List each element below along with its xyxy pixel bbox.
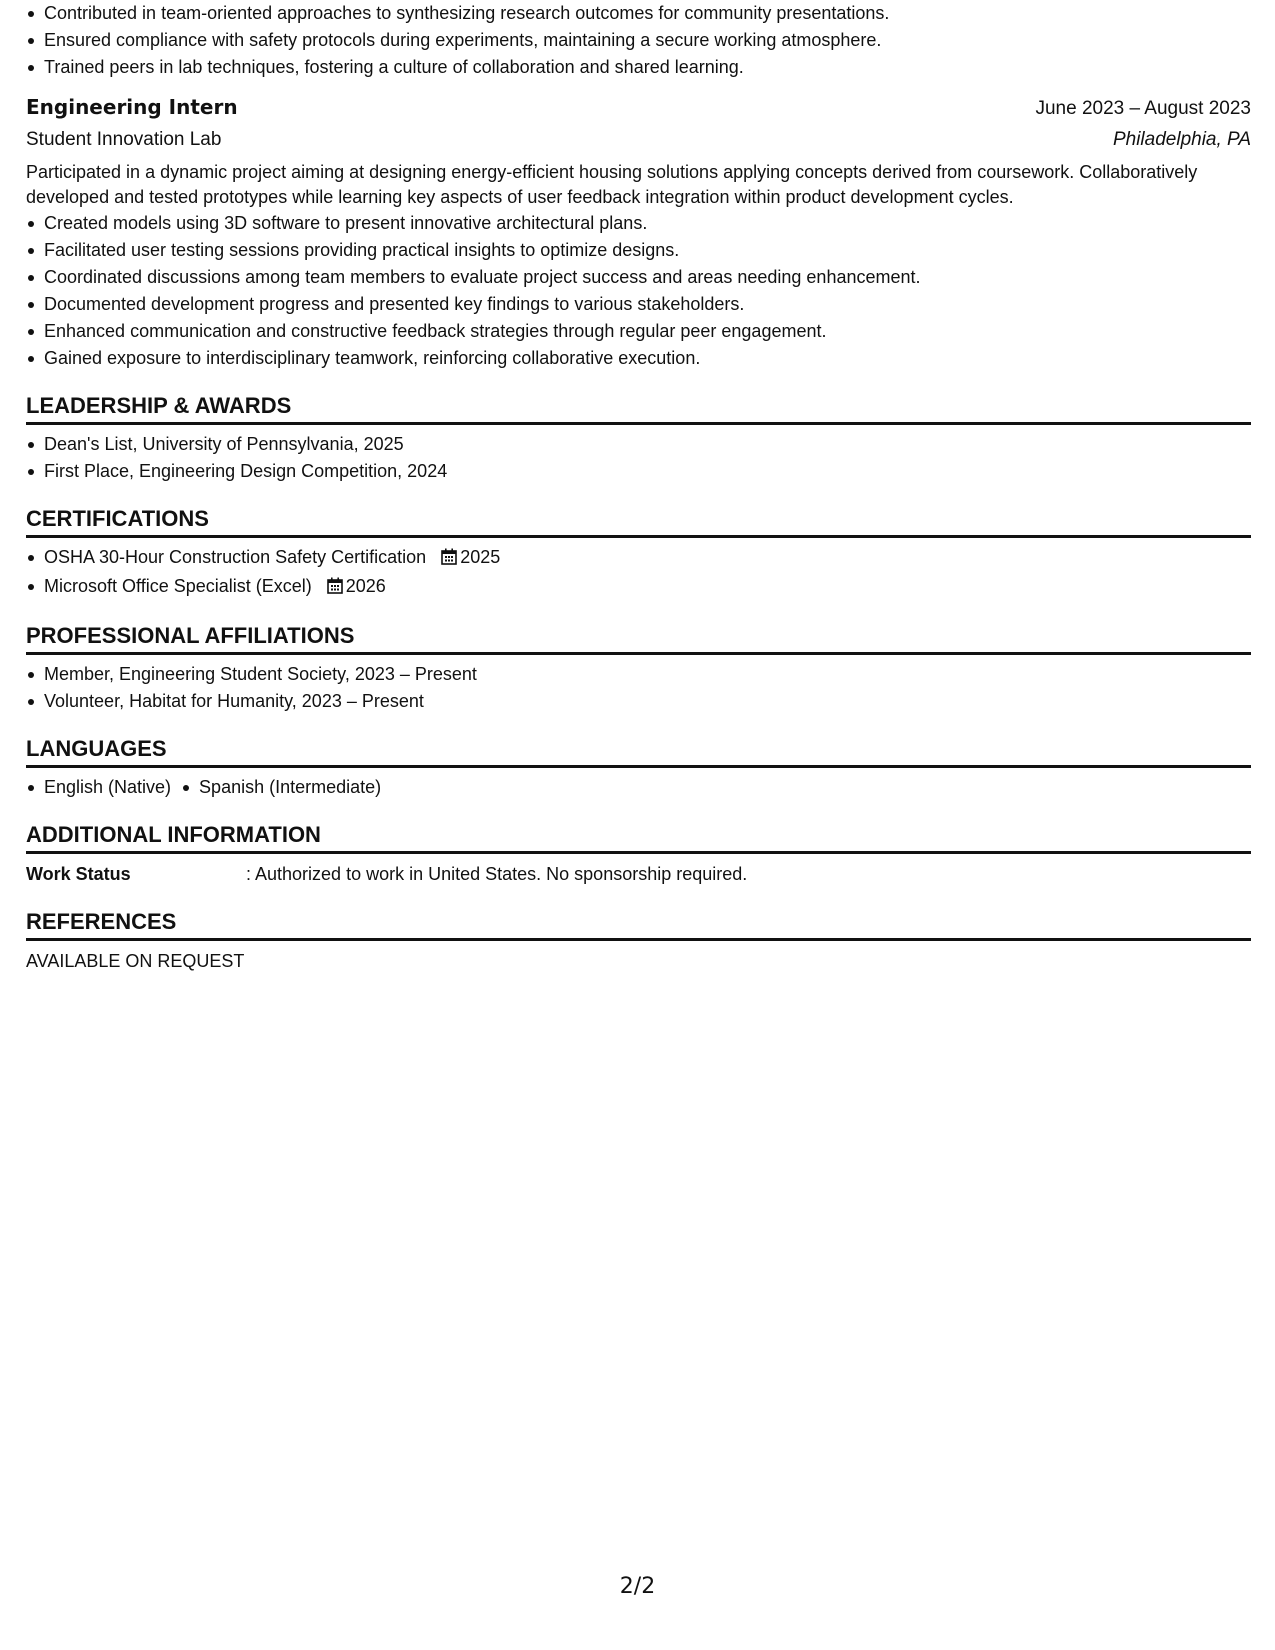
job-company: Student Innovation Lab [26,129,222,150]
list-item: Facilitated user testing sessions providing practical insights to optimize designs. [44,237,1251,264]
certification-item [44,544,1251,573]
list-item: Member, Engineering Student Society, 2023 – Present [44,661,1251,688]
section-heading-references: REFERENCES [26,908,1251,941]
list-item: Spanish (Intermediate) [199,774,381,801]
list-item: Dean's List, University of Pennsylvania, 2025 [44,431,1251,458]
certification-year: 2025 [460,547,501,567]
certification-name: Microsoft Office Specialist (Excel) [44,576,312,596]
job-entry [26,81,1251,372]
list-item: Enhanced communication and constructive feedback strategies through regular peer engagement. [44,318,1251,345]
list-item: Created models using 3D software to present innovative architectural plans. [44,210,1251,237]
work-status-label: Work Status [26,864,131,884]
certification-item [44,573,1251,602]
certifications-list [26,544,1251,602]
job-subheader [26,125,1251,155]
job-dates: June 2023 – August 2023 [1035,98,1251,119]
section-heading-languages: LANGUAGES [26,735,1251,768]
resume-page [26,0,1251,975]
work-status-row [26,860,1251,888]
page-number: 2/2 [619,1574,656,1599]
work-status-value: : Authorized to work in United States. No sponsorship required. [246,864,748,884]
list-item: First Place, Engineering Design Competition, 2024 [44,458,1251,485]
list-item: Contributed in team-oriented approaches to synthesizing research outcomes for community presentations. [44,0,1251,27]
affiliations-list [26,661,1251,715]
calendar-icon [327,575,343,602]
leadership-list [26,431,1251,485]
certification-name: OSHA 30-Hour Construction Safety Certification [44,547,427,567]
section-heading-leadership: LEADERSHIP & AWARDS [26,392,1251,425]
references-text: AVAILABLE ON REQUEST [26,951,245,971]
languages-list [26,774,1251,801]
list-item: Documented development progress and presented key findings to various stakeholders. [44,291,1251,318]
calendar-icon [441,546,457,573]
list-item: Coordinated discussions among team members to evaluate project success and areas needing enhancement. [44,264,1251,291]
job-header [26,81,1251,123]
job-location: Philadelphia, PA [1112,129,1251,150]
job-title: Engineering Intern [26,95,238,119]
section-heading-additional: ADDITIONAL INFORMATION [26,821,1251,854]
section-heading-affiliations: PROFESSIONAL AFFILIATIONS [26,622,1251,655]
list-item: Volunteer, Habitat for Humanity, 2023 – Present [44,688,1251,715]
list-item: Gained exposure to interdisciplinary teamwork, reinforcing collaborative execution. [44,345,1251,372]
certification-year: 2026 [345,576,386,596]
job-bullets [26,210,1251,372]
section-heading-certifications: CERTIFICATIONS [26,505,1251,538]
list-item: English (Native) [44,774,171,801]
list-item: Ensured compliance with safety protocols during experiments, maintaining a secure working atmosphere. [44,27,1251,54]
previous-job-bullets [26,0,1251,81]
list-item: Trained peers in lab techniques, fostering a culture of collaboration and shared learning. [44,54,1251,81]
job-description: Participated in a dynamic project aiming at designing energy-efficient housing solutions applying concepts derived from coursework. Collaboratively developed and tested prototypes while learning key aspects of user feedback integration within product development cycles. [26,162,1198,207]
